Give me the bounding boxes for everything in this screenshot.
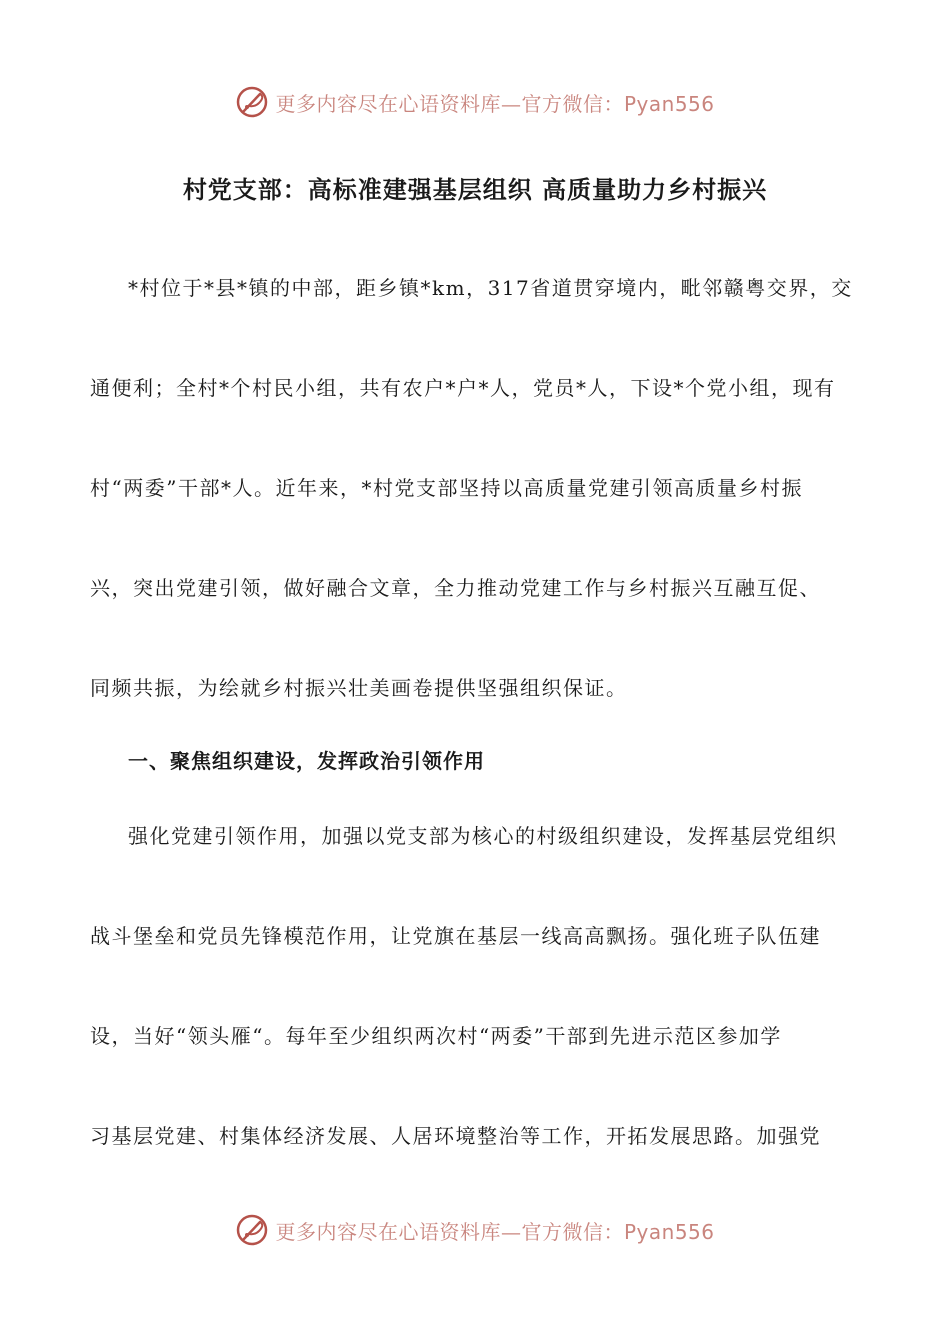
watermark-text xyxy=(275,1216,714,1245)
quill-logo-icon xyxy=(235,1213,269,1247)
quill-logo-icon xyxy=(235,85,269,119)
section-1-line-3: 设，当好“领头雁“。每年至少组织两次村“两委”干部到先进示范区参加学 xyxy=(90,1024,782,1048)
intro-line-4: 兴，突出党建引领，做好融合文章，全力推动党建工作与乡村振兴互融互促、 xyxy=(90,576,821,600)
watermark-prefix: 更多内容尽在心语资料库—官方微信： xyxy=(275,91,624,116)
section-1-line-1: 强化党建引领作用，加强以党支部为核心的村级组织建设，发挥基层党组织 xyxy=(128,824,838,848)
watermark-banner-bottom xyxy=(0,1208,950,1252)
document-title: 村党支部：高标准建强基层组织 高质量助力乡村振兴 xyxy=(182,175,768,204)
section-1-line-4: 习基层党建、村集体经济发展、人居环境整治等工作，开拓发展思路。加强党 xyxy=(90,1124,821,1148)
watermark-wechat-id: Pyan556 xyxy=(623,91,715,116)
watermark-text xyxy=(275,88,714,117)
section-1-heading: 一、聚焦组织建设，发挥政治引领作用 xyxy=(128,749,485,773)
watermark-wechat-id: Pyan556 xyxy=(623,1219,715,1244)
intro-line-2: 通便利；全村*个村民小组，共有农户*户*人，党员*人，下设*个党小组，现有 xyxy=(90,376,836,400)
section-1-line-2: 战斗堡垒和党员先锋模范作用，让党旗在基层一线高高飘扬。强化班子队伍建 xyxy=(90,924,821,948)
intro-line-3: 村“两委”干部*人。近年来，*村党支部坚持以高质量党建引领高质量乡村振 xyxy=(90,476,803,500)
watermark-banner-top xyxy=(0,80,950,124)
intro-line-1: *村位于*县*镇的中部，距乡镇*km，317省道贯穿境内，毗邻赣粤交界，交 xyxy=(128,276,853,300)
watermark-prefix: 更多内容尽在心语资料库—官方微信： xyxy=(275,1219,624,1244)
intro-line-5: 同频共振，为绘就乡村振兴壮美画卷提供坚强组织保证。 xyxy=(90,676,628,700)
